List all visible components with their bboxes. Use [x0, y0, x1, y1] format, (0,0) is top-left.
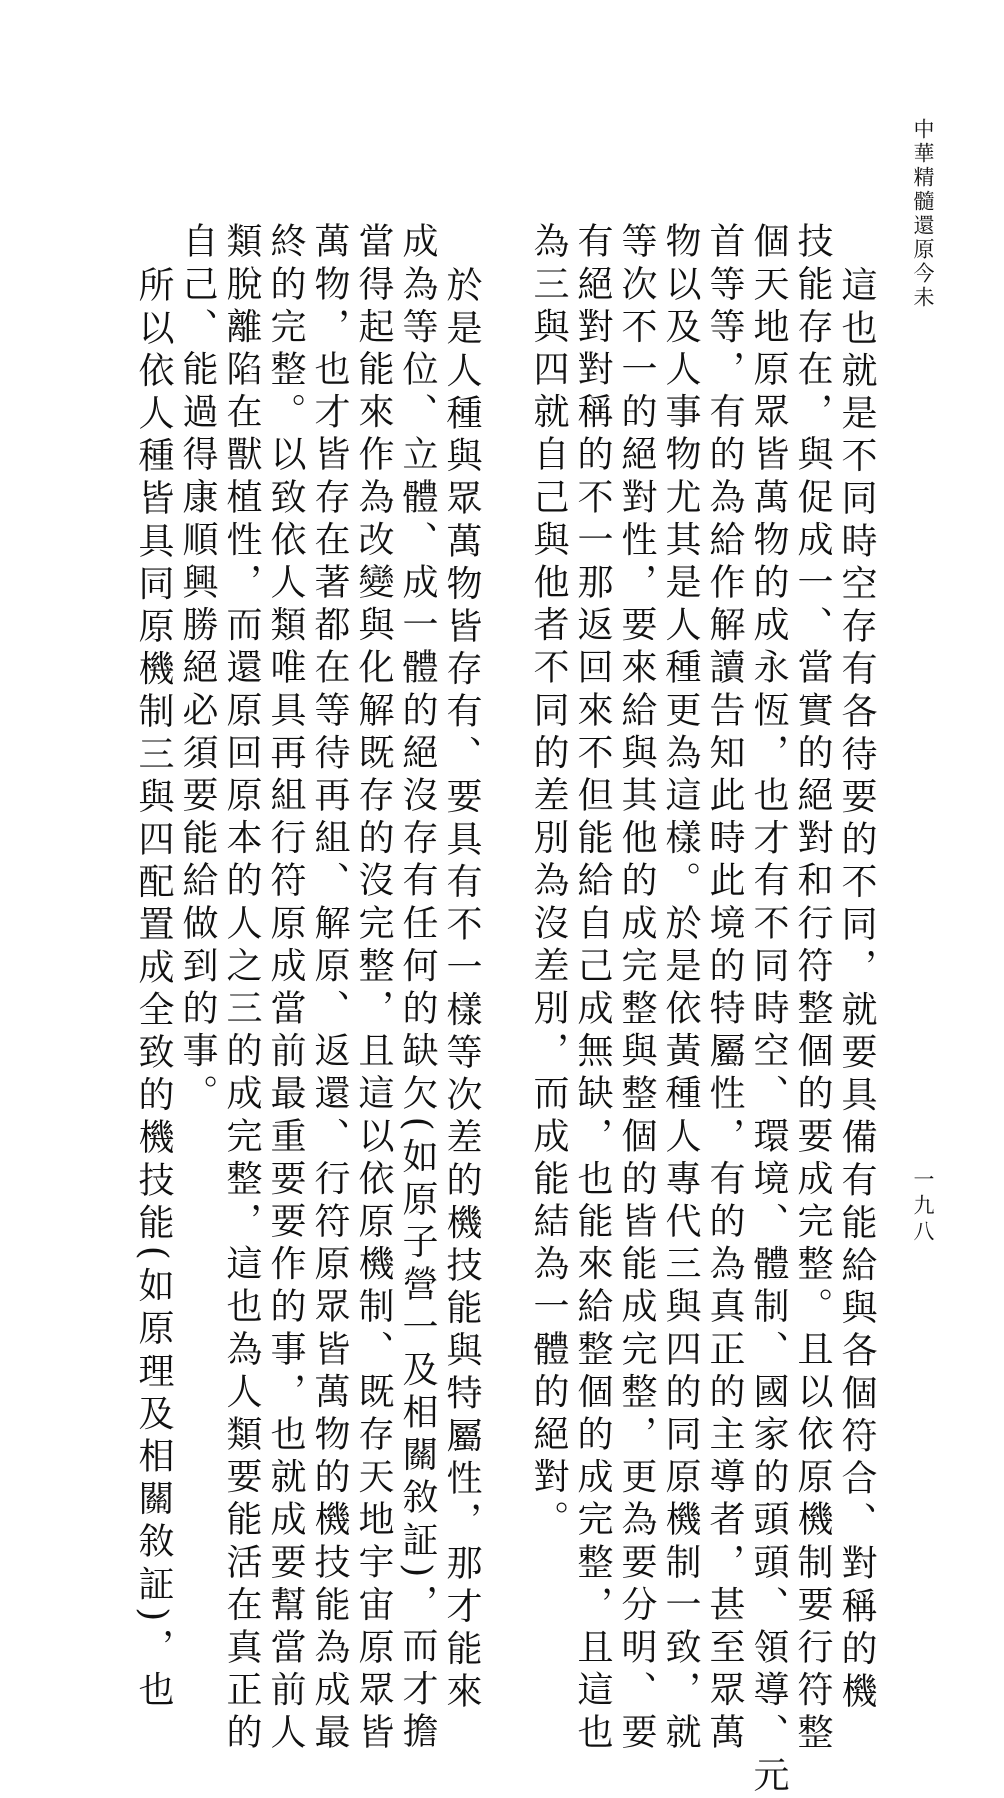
text-column: 這也就是不同時空存有各待要的不同，就要具備有能給與各個符合、對稱的機: [836, 266, 877, 1715]
running-header-title: 中華精髓還原今未: [911, 118, 935, 310]
text-column: 當得起能來作為改變與化解既存的沒完整，且這以依原機制、既存天地宇宙原眾皆: [353, 222, 394, 1756]
text-column: 所以依人種皆具同原機制三與四配置成全致的機技能(如原理及相關敘証)，也: [133, 266, 174, 1714]
text-column: 有絕對對稱的不一那返回來不但能給自己成無缺，也能來給整個的成完整，且這也: [572, 222, 613, 1756]
text-column: 物以及人事物尤其是人種更為這樣。於是依黃種人專代三與四的同原機制一致，就: [660, 222, 701, 1756]
text-column: 技能存在，與促成一、當實的絕對和行符整個的要成完整。且以依原機制要行符整: [792, 222, 833, 1756]
text-column: 類脫離陷在獸植性，而還原回原本的人之三的成完整，這也為人類要能活在真正的: [221, 222, 262, 1756]
text-column: 等次不一的絕對性，要來給與其他的成完整與整個的皆能成完整，更為要分明、要: [616, 222, 657, 1756]
text-column: 成為等位、立體、成一體的絕沒存有任何的缺欠(如原子營一及相關敘証)，而才擔: [397, 222, 438, 1755]
text-column: 於是人種與眾萬物皆存有、要具有不一樣等次差的機技能與特屬性，那才能來: [441, 266, 482, 1715]
text-column: 萬物，也才皆存在著都在等待再組、解原、返還、行符原眾皆萬物的機技能為成最: [309, 222, 350, 1756]
page-number: 一九八: [911, 1168, 935, 1246]
text-column: 個天地原眾皆萬物的成永恆，也才有不同時空、環境、體制、國家的頭頭、領導、元: [748, 222, 789, 1798]
text-column: 為三與四就自己與他者不同的差別為沒差別，而成能結為一體的絕對。: [528, 222, 569, 1543]
text-column: 首等等，有的為給作解讀告知此時此境的特屬性，有的為真正的主導者，甚至眾萬: [704, 222, 745, 1756]
text-column: 自己、能過得康順興勝絕必須要能給做到的事。: [177, 222, 218, 1117]
text-column: 終的完整。以致依人類唯具再組行符原成當前最重要要作的事，也就成要幫當前人: [265, 222, 306, 1756]
